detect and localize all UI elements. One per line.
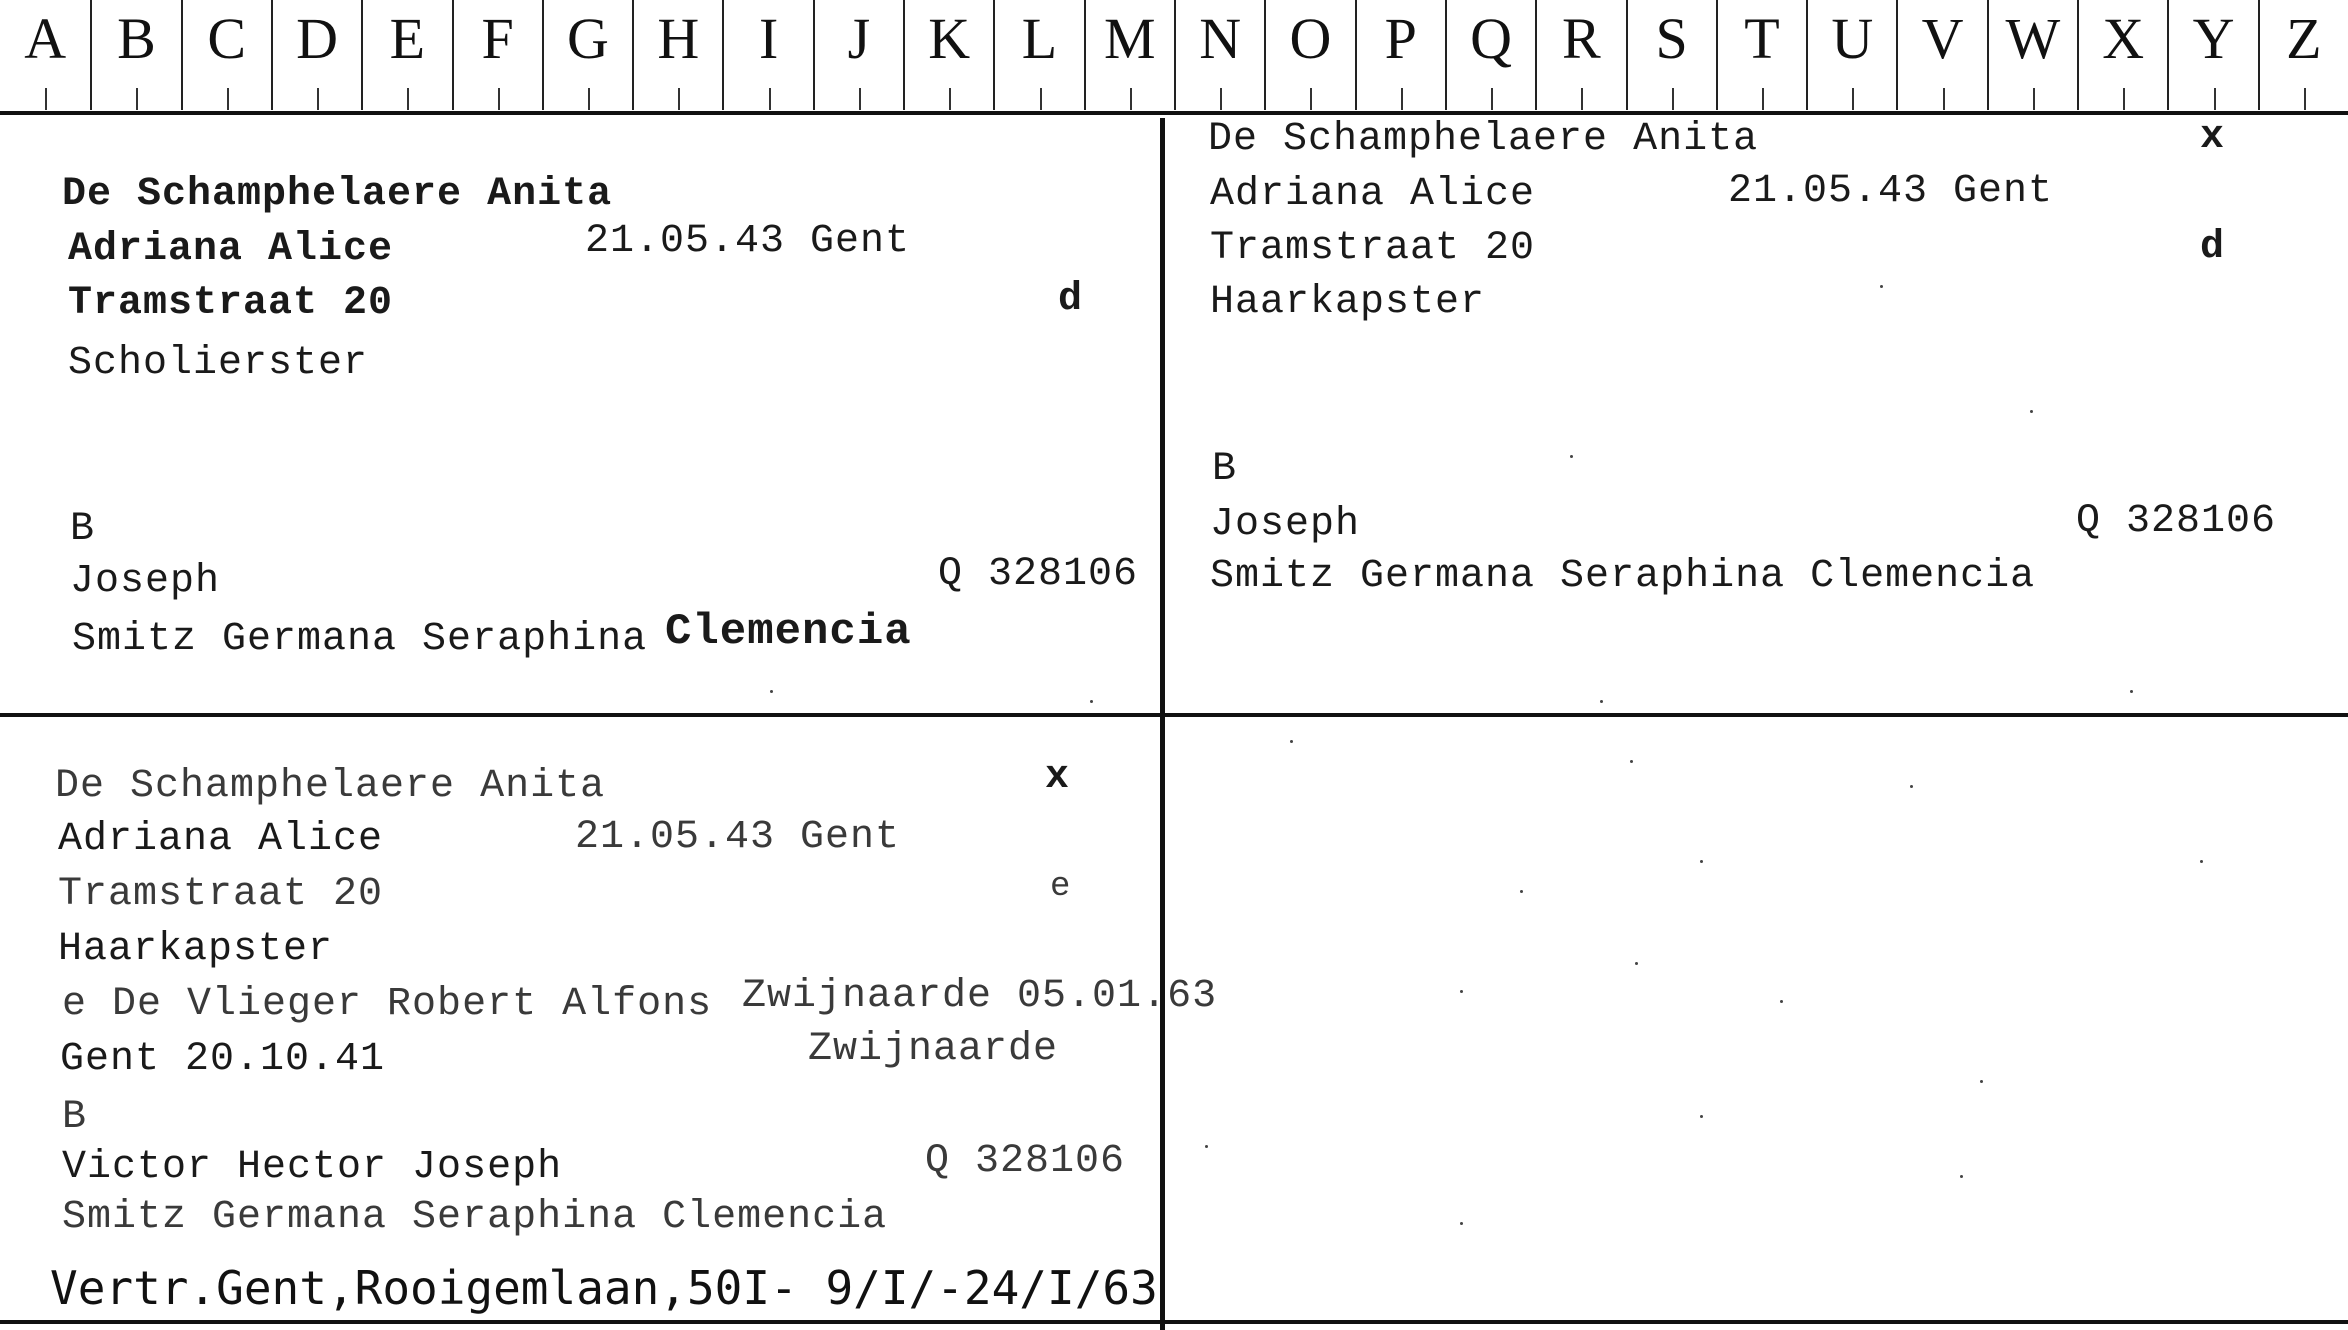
card-marriage-date: Zwijnaarde 05.01.63 (742, 974, 1218, 1019)
card-address: Tramstraat 20 (68, 281, 394, 326)
index-letter-a (0, 0, 90, 110)
index-letter-label: J (847, 6, 871, 71)
card-divider-vertical (1160, 118, 1165, 1330)
card-occupation: Scholierster (68, 341, 369, 386)
index-letter-label: X (2102, 6, 2145, 71)
card-given-names: Adriana Alice (68, 227, 394, 272)
card-birth: 21.05.43 Gent (575, 815, 901, 860)
card-reference: Q 328106 (925, 1139, 1126, 1184)
paper-speck (1460, 1222, 1463, 1225)
card-given-names: Adriana Alice (58, 817, 384, 862)
index-letter-w (1987, 0, 2077, 110)
index-tick (407, 88, 409, 110)
index-letter-label: H (657, 6, 700, 71)
card-address: Tramstraat 20 (58, 872, 384, 917)
card-code-letter: B (1212, 447, 1238, 492)
card-address: Tramstraat 20 (1210, 226, 1536, 271)
index-letter-label: Z (2286, 6, 2322, 71)
card-mother: Smitz Germana Seraphina Clemencia (1210, 554, 2036, 599)
paper-speck (2130, 690, 2133, 693)
card-code-letter: B (70, 507, 96, 552)
paper-speck (1700, 860, 1703, 863)
paper-speck (1980, 1080, 1983, 1083)
card-spouse: e De Vlieger Robert Alfons (62, 982, 713, 1027)
card-divider-bottom (0, 1320, 2348, 1324)
card-birth: 21.05.43 Gent (1728, 169, 2054, 214)
card-code-letter: B (62, 1095, 88, 1140)
index-letter-t (1716, 0, 1806, 110)
index-tick (588, 88, 590, 110)
paper-speck (1700, 1115, 1703, 1118)
paper-speck (1880, 285, 1883, 288)
index-tick (1491, 88, 1493, 110)
card-name: De Schamphelaere Anita (55, 764, 606, 809)
index-tick (1130, 88, 1132, 110)
paper-speck (1630, 760, 1633, 763)
index-letter-label: M (1104, 6, 1156, 71)
index-letter-z (2258, 0, 2348, 110)
card-mark: d (2200, 225, 2226, 270)
index-letter-q (1445, 0, 1535, 110)
index-letter-n (1174, 0, 1264, 110)
card-corner-mark: x (1045, 755, 1071, 800)
index-letter-l (993, 0, 1083, 110)
index-letter-r (1535, 0, 1625, 110)
index-letter-s (1626, 0, 1716, 110)
index-tick (1581, 88, 1583, 110)
card-occupation: Haarkapster (58, 927, 334, 972)
alphabet-index-strip (0, 0, 2348, 115)
index-letter-label: L (1021, 6, 1058, 71)
paper-speck (1090, 700, 1093, 703)
index-letter-m (1084, 0, 1174, 110)
index-letter-label: U (1831, 6, 1874, 71)
card-occupation: Haarkapster (1210, 280, 1486, 325)
card-divider-horizontal (0, 713, 2348, 717)
paper-speck (770, 690, 773, 693)
paper-speck (1460, 990, 1463, 993)
index-letter-label: F (481, 6, 514, 71)
index-tick (498, 88, 500, 110)
index-letter-o (1264, 0, 1354, 110)
index-letter-label: G (567, 6, 609, 71)
index-letter-g (542, 0, 632, 110)
index-tick (1220, 88, 1222, 110)
index-letter-d (271, 0, 361, 110)
card-mother: Smitz Germana Seraphina Clemencia (62, 1195, 888, 1240)
card-spouse-birth: Gent 20.10.41 (60, 1037, 386, 1082)
index-letter-u (1806, 0, 1896, 110)
paper-speck (1600, 700, 1603, 703)
card-mark: d (1058, 277, 1084, 322)
index-letter-y (2167, 0, 2257, 110)
index-letter-label: R (1562, 6, 1601, 71)
index-tick (2033, 88, 2035, 110)
card-name: De Schamphelaere Anita (1208, 117, 1759, 162)
paper-speck (1910, 785, 1913, 788)
index-letter-label: O (1289, 6, 1332, 71)
index-tick (227, 88, 229, 110)
index-tick (1040, 88, 1042, 110)
office-stamp: Vertr.Gent,Rooigemlaan,50I- 9/I/-24/I/63 (50, 1261, 1158, 1315)
index-letter-label: I (758, 6, 779, 71)
index-letter-f (452, 0, 542, 110)
index-letter-k (903, 0, 993, 110)
index-tick (2304, 88, 2306, 110)
index-tick (2123, 88, 2125, 110)
index-letter-v (1896, 0, 1986, 110)
card-name: De Schamphelaere Anita (62, 172, 613, 217)
index-letter-label: P (1384, 6, 1417, 71)
index-letter-label: B (117, 6, 156, 71)
index-tick (1672, 88, 1674, 110)
index-letter-h (632, 0, 722, 110)
index-letter-label: T (1744, 6, 1780, 71)
index-letter-p (1355, 0, 1445, 110)
index-letter-i (722, 0, 812, 110)
card-birth: 21.05.43 Gent (585, 219, 911, 264)
index-tick (859, 88, 861, 110)
card-reference: Q 328106 (2076, 499, 2277, 544)
index-tick (2214, 88, 2216, 110)
index-tick (1762, 88, 1764, 110)
paper-speck (1520, 890, 1523, 893)
paper-speck (1205, 1145, 1208, 1148)
index-tick (1943, 88, 1945, 110)
index-letter-label: Y (2192, 6, 2235, 71)
card-mother: Smitz Germana Seraphina (72, 617, 648, 662)
index-letter-label: Q (1470, 6, 1513, 71)
card-mother-end: Clemencia (665, 607, 912, 657)
index-tick (769, 88, 771, 110)
index-tick (949, 88, 951, 110)
index-tick (1401, 88, 1403, 110)
index-letter-label: E (389, 6, 426, 71)
paper-speck (1960, 1175, 1963, 1178)
index-letter-x (2077, 0, 2167, 110)
card-given-names: Adriana Alice (1210, 172, 1536, 217)
index-tick (1852, 88, 1854, 110)
index-letter-label: C (207, 6, 247, 71)
index-letter-b (90, 0, 180, 110)
index-tick (317, 88, 319, 110)
card-father: Joseph (70, 559, 221, 604)
index-tick (678, 88, 680, 110)
index-letter-c (181, 0, 271, 110)
paper-speck (1570, 455, 1573, 458)
paper-speck (1635, 962, 1638, 965)
index-tick (45, 88, 47, 110)
paper-speck (1780, 1000, 1783, 1003)
card-marriage-place: Zwijnaarde (808, 1027, 1059, 1072)
index-letter-label: A (24, 6, 67, 71)
index-letter-label: S (1655, 6, 1688, 71)
index-tick (1310, 88, 1312, 110)
card-reference: Q 328106 (938, 552, 1139, 597)
card-father: Joseph (1210, 502, 1361, 547)
index-letter-label: V (1921, 6, 1964, 71)
card-corner-mark: x (2200, 115, 2226, 160)
index-letter-label: D (296, 6, 339, 71)
paper-speck (1290, 740, 1293, 743)
index-letter-label: W (2005, 6, 2061, 71)
index-letter-label: K (928, 6, 971, 71)
card-father: Victor Hector Joseph (62, 1145, 563, 1190)
index-letter-e (361, 0, 451, 110)
index-tick (136, 88, 138, 110)
card-mark: e (1050, 868, 1072, 906)
index-letter-j (813, 0, 903, 110)
paper-speck (2200, 860, 2203, 863)
paper-speck (2030, 410, 2033, 413)
index-letter-label: N (1199, 6, 1242, 71)
